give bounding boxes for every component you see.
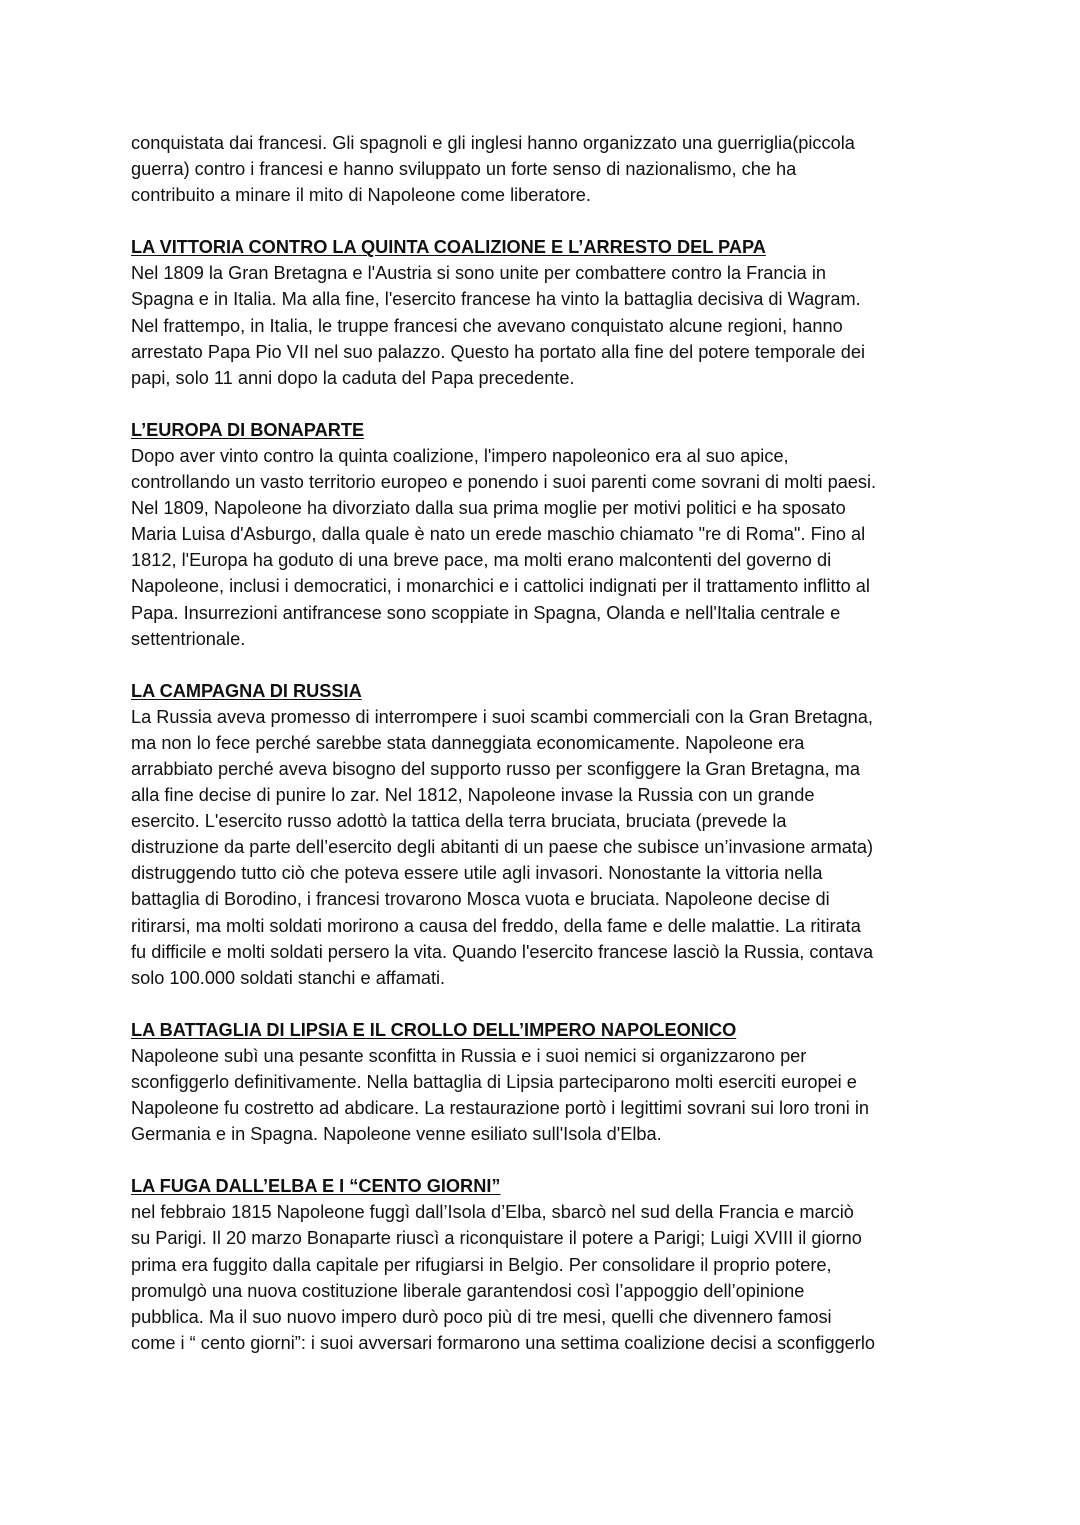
section-paragraph xyxy=(131,443,961,652)
text-line: Germania e in Spagna. Napoleone venne esiliato sull'Isola d'Elba. xyxy=(131,1124,662,1145)
section-quinta-coalizione xyxy=(131,234,961,391)
text-line: Nel 1809, Napoleone ha divorziato dalla sua prima moglie per motivi politici e ha sposato xyxy=(131,498,846,519)
text-line: papi, solo 11 anni dopo la caduta del Papa precedente. xyxy=(131,367,575,388)
section-paragraph xyxy=(131,1199,961,1356)
section-fuga-elba xyxy=(131,1173,961,1356)
text-line: Nel 1809 la Gran Bretagna e l'Austria si sono unite per combattere contro la Francia in xyxy=(131,263,826,284)
text-line: 1812, l'Europa ha goduto di una breve pace, ma molti erano malcontenti del governo di xyxy=(131,550,832,571)
text-line: sconfiggerlo definitivamente. Nella battaglia di Lipsia parteciparono molti eserciti europei e xyxy=(131,1072,857,1092)
section-heading: LA FUGA DALL’ELBA E I “CENTO GIORNI” xyxy=(131,1176,501,1197)
text-line: Dopo aver vinto contro la quinta coalizione, l'impero napoleonico era al suo apice, xyxy=(131,445,789,466)
text-line: contribuito a minare il mito di Napoleone come liberatore. xyxy=(131,185,591,206)
section-heading: L’EUROPA DI BONAPARTE xyxy=(131,419,365,440)
text-line: distruggendo tutto ciò che poteva essere utile agli invasori. Nonostante la vittoria nella xyxy=(131,863,823,884)
text-line: prima era fuggito dalla capitale per rifugiarsi in Belgio. Per consolidare il proprio potere, xyxy=(131,1254,832,1275)
section-heading: LA BATTAGLIA DI LIPSIA E IL CROLLO DELL’IMPERO NAPOLEONICO xyxy=(131,1019,737,1040)
text-line: come i “ cento giorni”: i suoi avversari formarono una settima coalizione decisi a sconfiggerlo xyxy=(131,1332,876,1353)
text-line: pubblica. Ma il suo nuovo impero durò poco più di tre mesi, quelli che divennero famosi xyxy=(131,1306,832,1327)
section-paragraph xyxy=(131,704,961,991)
text-line: fu difficile e molti soldati persero la vita. Quando l'esercito francese lasciò la Russia, contava xyxy=(131,941,874,962)
text-line: La Russia aveva promesso di interrompere i suoi scambi commerciali con la Gran Bretagna, xyxy=(131,706,873,727)
document-page xyxy=(131,130,961,1356)
text-line: settentrionale. xyxy=(131,628,246,649)
text-line: Maria Luisa d'Asburgo, dalla quale è nato un erede maschio chiamato "re di Roma". Fino al xyxy=(131,524,866,545)
text-line: arrabbiato perché aveva bisogno del supporto russo per sconfiggere la Gran Bretagna, ma xyxy=(131,758,860,779)
text-line: battaglia di Borodino, i francesi trovarono Mosca vuota e bruciata. Napoleone decise di xyxy=(131,889,830,910)
text-line: ritirarsi, ma molti soldati morirono a causa del freddo, della fame e delle malattie. La ritirata xyxy=(131,915,861,936)
text-line: Spagna e in Italia. Ma alla fine, l'esercito francese ha vinto la battaglia decisiva di Wagram. xyxy=(131,289,861,310)
text-line: solo 100.000 soldati stanchi e affamati. xyxy=(131,967,446,988)
text-line: conquistata dai francesi. Gli spagnoli e gli inglesi hanno organizzato una guerriglia(piccola xyxy=(131,133,855,153)
section-europa-bonaparte xyxy=(131,417,961,652)
text-line: Napoleone fu costretto ad abdicare. La restaurazione portò i legittimi sovrani sui loro troni in xyxy=(131,1098,870,1119)
section-paragraph xyxy=(131,1043,961,1147)
text-line: distruzione da parte dell’esercito degli abitanti di un paese che subisce un’invasione armata) xyxy=(131,837,874,858)
text-line: Papa. Insurrezioni antifrancese sono scoppiate in Spagna, Olanda e nell'Italia centrale e xyxy=(131,602,841,623)
intro-paragraph xyxy=(131,130,961,208)
text-line: promulgò una nuova costituzione liberale garantendosi così l’appoggio dell’opinione xyxy=(131,1280,805,1301)
text-line: su Parigi. Il 20 marzo Bonaparte riuscì a riconquistare il potere a Parigi; Luigi XVIII il giorno xyxy=(131,1228,862,1249)
text-line: Napoleone subì una pesante sconfitta in Russia e i suoi nemici si organizzarono per xyxy=(131,1045,807,1066)
text-line: Nel frattempo, in Italia, le truppe francesi che avevano conquistato alcune regioni, hanno xyxy=(131,315,843,336)
section-heading: LA VITTORIA CONTRO LA QUINTA COALIZIONE E L’ARRESTO DEL PAPA xyxy=(131,237,766,258)
section-battaglia-lipsia xyxy=(131,1017,961,1147)
text-line: nel febbraio 1815 Napoleone fuggì dall’Isola d’Elba, sbarcò nel sud della Francia e marciò xyxy=(131,1202,854,1223)
text-line: alla fine decise di punire lo zar. Nel 1812, Napoleone invase la Russia con un grande xyxy=(131,785,815,806)
text-line: arrestato Papa Pio VII nel suo palazzo. Questo ha portato alla fine del potere temporale dei xyxy=(131,341,866,362)
section-campagna-russia xyxy=(131,678,961,991)
section-paragraph xyxy=(131,260,961,390)
text-line: esercito. L'esercito russo adottò la tattica della terra bruciata, bruciata (prevede la xyxy=(131,811,787,832)
text-line: ma non lo fece perché sarebbe stata danneggiata economicamente. Napoleone era xyxy=(131,732,805,753)
text-line: controllando un vasto territorio europeo e ponendo i suoi parenti come sovrani di molti paesi. xyxy=(131,472,877,493)
section-heading: LA CAMPAGNA DI RUSSIA xyxy=(131,680,362,701)
text-line: Napoleone, inclusi i democratici, i monarchici e i cattolici indignati per il trattamento inflitto al xyxy=(131,576,870,597)
text-line: guerra) contro i francesi e hanno sviluppato un forte senso di nazionalismo, che ha xyxy=(131,159,797,180)
